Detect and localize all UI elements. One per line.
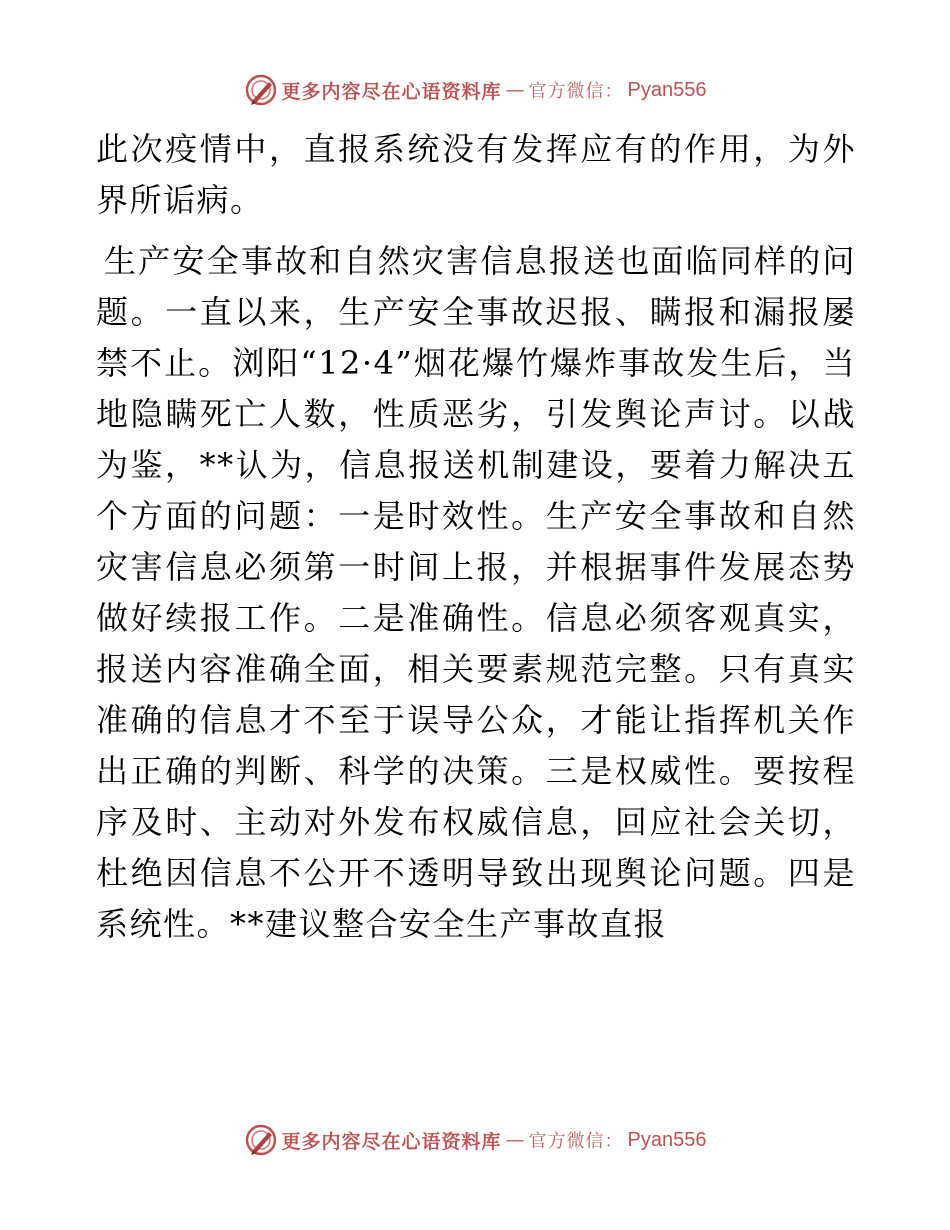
- page-footer-banner: [0, 1120, 950, 1160]
- watermark-banner: [244, 1123, 707, 1157]
- banner-contact-label: 官方微信：: [528, 1131, 624, 1152]
- pen-logo-icon: [244, 73, 278, 107]
- page-header-banner: [0, 70, 950, 110]
- watermark-banner: [244, 73, 707, 107]
- banner-contact-label: 官方微信：: [528, 81, 624, 102]
- pen-logo-icon: [244, 1123, 278, 1157]
- banner-contact-id: Pyan556: [627, 78, 707, 101]
- banner-site-text: 更多内容尽在心语资料库: [281, 1130, 502, 1153]
- paragraph-2: 生产安全事故和自然灾害信息报送也面临同样的问题。一直以来，生产安全事故迟报、瞒报和漏报屡禁不止。浏阳“12·4”烟花爆竹爆炸事故发生后，当地隐瞒死亡人数，性质恶劣，引发舆论声讨。以战为鉴，**认为，信息报送机制建设，要着力解决五个方面的问题：一是时效性。生产安全事故和自然灾害信息必须第一时间上报，并根据事件发展态势做好续报工作。二是准确性。信息必须客观真实，报送内容准确全面，相关要素规范完整。只有真实准确的信息才不至于误导公众，才能让指挥机关作出正确的判断、科学的决策。三是权威性。要按程序及时、主动对外发布权威信息，回应社会关切，杜绝因信息不公开不透明导致出现舆论问题。四是系统性。**建议整合安全生产事故直报: [96, 242, 856, 943]
- banner-dash: —: [505, 1129, 525, 1151]
- banner-site-text: 更多内容尽在心语资料库: [281, 80, 502, 103]
- banner-dash: —: [505, 79, 525, 101]
- banner-contact-id: Pyan556: [627, 1128, 707, 1151]
- document-body: [96, 124, 856, 950]
- paragraph-1: 此次疫情中，直报系统没有发挥应有的作用，为外界所诟病。: [96, 130, 856, 219]
